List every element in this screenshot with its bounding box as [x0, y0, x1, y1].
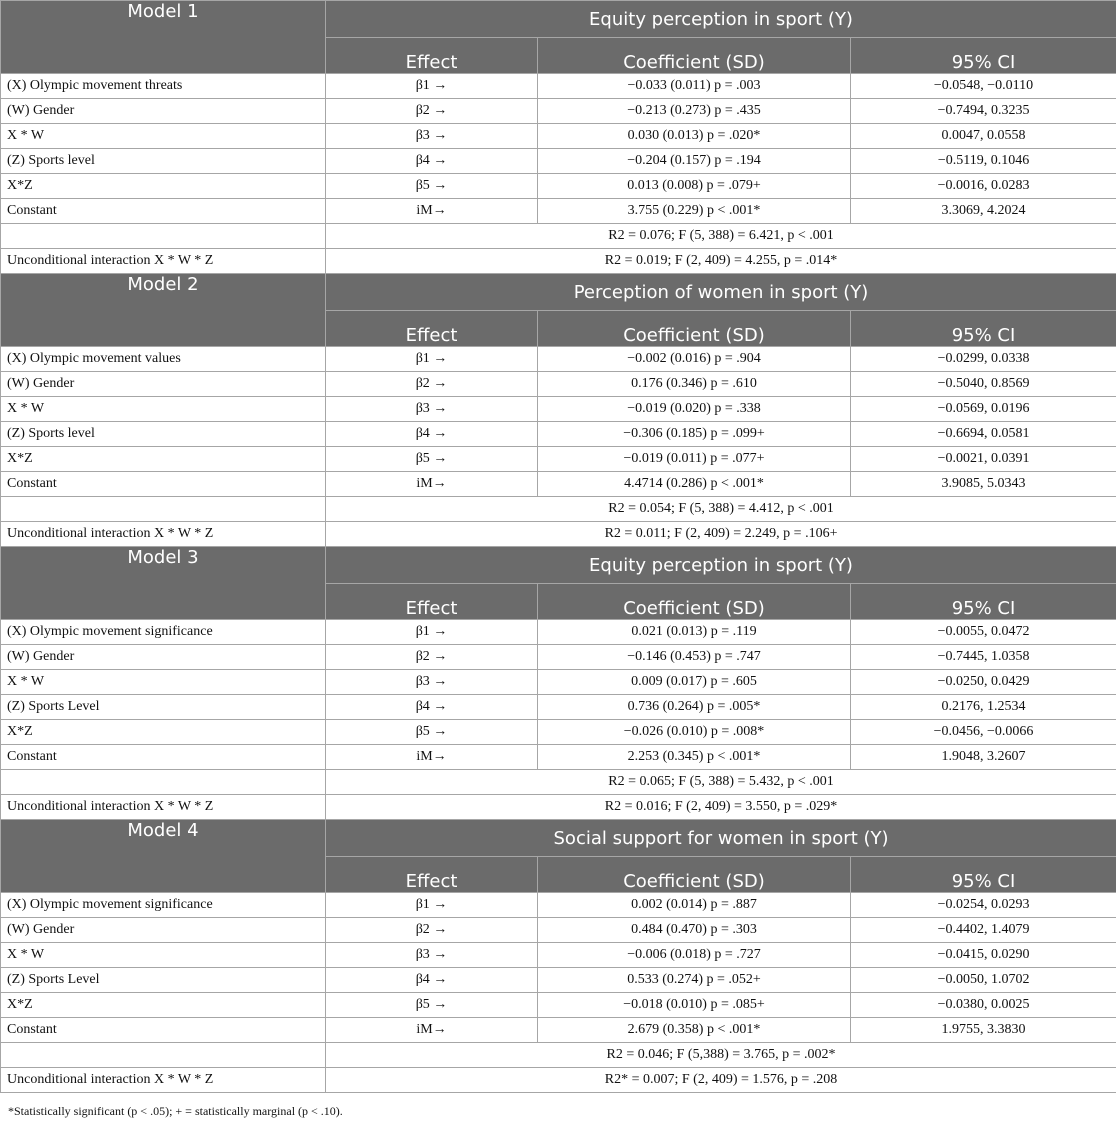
table-row	[1, 422, 1116, 447]
results-table-body	[1, 1, 1116, 1093]
predictor-cell: (Z) Sports level	[1, 149, 326, 174]
coefficient-cell: 3.755 (0.229) p < .001*	[538, 199, 851, 224]
interaction-value: R2* = 0.007; F (2, 409) = 1.576, p = .208	[326, 1068, 1116, 1093]
predictor-cell: X*Z	[1, 447, 326, 472]
model-header-row	[1, 820, 1116, 857]
predictor-cell: X * W	[1, 670, 326, 695]
coefficient-cell: −0.026 (0.010) p = .008*	[538, 720, 851, 745]
model-label: Model 4	[1, 820, 326, 893]
predictor-cell: (X) Olympic movement significance	[1, 620, 326, 645]
coefficient-cell: 0.533 (0.274) p = .052+	[538, 968, 851, 993]
col-header-effect: Effect	[326, 38, 538, 74]
ci-cell: −0.5119, 0.1046	[851, 149, 1116, 174]
empty-cell	[1, 224, 326, 249]
table-row	[1, 645, 1116, 670]
model-fit-cell: R2 = 0.076; F (5, 388) = 6.421, p < .001	[326, 224, 1116, 249]
col-header-ci: 95% CI	[851, 311, 1116, 347]
table-row	[1, 695, 1116, 720]
predictor-cell: X * W	[1, 124, 326, 149]
table-row	[1, 745, 1116, 770]
table-row	[1, 620, 1116, 645]
empty-cell	[1, 497, 326, 522]
model-fit-cell: R2 = 0.046; F (5,388) = 3.765, p = .002*	[326, 1043, 1116, 1068]
effect-cell: β3 →	[326, 397, 538, 422]
ci-cell: −0.0050, 1.0702	[851, 968, 1116, 993]
interaction-label: Unconditional interaction X * W * Z	[1, 795, 326, 820]
col-header-coefficient: Coefficient (SD)	[538, 38, 851, 74]
coefficient-cell: 2.679 (0.358) p < .001*	[538, 1018, 851, 1043]
interaction-value: R2 = 0.019; F (2, 409) = 4.255, p = .014*	[326, 249, 1116, 274]
coefficient-cell: 4.4714 (0.286) p < .001*	[538, 472, 851, 497]
coefficient-cell: −0.204 (0.157) p = .194	[538, 149, 851, 174]
predictor-cell: X * W	[1, 943, 326, 968]
table-row	[1, 99, 1116, 124]
table-row	[1, 447, 1116, 472]
predictor-cell: (Z) Sports Level	[1, 968, 326, 993]
interaction-label: Unconditional interaction X * W * Z	[1, 1068, 326, 1093]
ci-cell: 1.9755, 3.3830	[851, 1018, 1116, 1043]
ci-cell: −0.0021, 0.0391	[851, 447, 1116, 472]
predictor-cell: Constant	[1, 1018, 326, 1043]
predictor-cell: (W) Gender	[1, 372, 326, 397]
effect-cell: β3 →	[326, 943, 538, 968]
table-row	[1, 397, 1116, 422]
coefficient-cell: 0.021 (0.013) p = .119	[538, 620, 851, 645]
interaction-row	[1, 522, 1116, 547]
ci-cell: −0.0548, −0.0110	[851, 74, 1116, 99]
interaction-label: Unconditional interaction X * W * Z	[1, 249, 326, 274]
effect-cell: iM→	[326, 1018, 538, 1043]
ci-cell: −0.0250, 0.0429	[851, 670, 1116, 695]
ci-cell: −0.0299, 0.0338	[851, 347, 1116, 372]
col-header-coefficient: Coefficient (SD)	[538, 584, 851, 620]
coefficient-cell: −0.018 (0.010) p = .085+	[538, 993, 851, 1018]
ci-cell: −0.0016, 0.0283	[851, 174, 1116, 199]
effect-cell: β5 →	[326, 174, 538, 199]
ci-cell: −0.0569, 0.0196	[851, 397, 1116, 422]
model-header-row	[1, 1, 1116, 38]
ci-cell: −0.5040, 0.8569	[851, 372, 1116, 397]
table-row	[1, 199, 1116, 224]
coefficient-cell: −0.006 (0.018) p = .727	[538, 943, 851, 968]
effect-cell: iM→	[326, 472, 538, 497]
model-header-row	[1, 547, 1116, 584]
ci-cell: 1.9048, 3.2607	[851, 745, 1116, 770]
effect-cell: β5 →	[326, 993, 538, 1018]
effect-cell: β4 →	[326, 149, 538, 174]
col-header-effect: Effect	[326, 857, 538, 893]
effect-cell: β4 →	[326, 422, 538, 447]
table-footnote: *Statistically significant (p < .05); + = statistically marginal (p < .10).	[8, 1104, 343, 1118]
col-header-coefficient: Coefficient (SD)	[538, 311, 851, 347]
coefficient-cell: −0.002 (0.016) p = .904	[538, 347, 851, 372]
ci-cell: −0.7494, 0.3235	[851, 99, 1116, 124]
model-fit-row	[1, 497, 1116, 522]
model-label: Model 1	[1, 1, 326, 74]
dependent-variable: Equity perception in sport (Y)	[326, 547, 1116, 584]
model-fit-row	[1, 224, 1116, 249]
coefficient-cell: −0.213 (0.273) p = .435	[538, 99, 851, 124]
ci-cell: −0.0380, 0.0025	[851, 993, 1116, 1018]
table-row	[1, 893, 1116, 918]
dependent-variable: Equity perception in sport (Y)	[326, 1, 1116, 38]
predictor-cell: (W) Gender	[1, 645, 326, 670]
predictor-cell: (W) Gender	[1, 99, 326, 124]
coefficient-cell: 0.736 (0.264) p = .005*	[538, 695, 851, 720]
ci-cell: −0.0254, 0.0293	[851, 893, 1116, 918]
predictor-cell: (X) Olympic movement threats	[1, 74, 326, 99]
table-row	[1, 993, 1116, 1018]
model-label: Model 3	[1, 547, 326, 620]
table-row	[1, 918, 1116, 943]
empty-cell	[1, 1043, 326, 1068]
model-header-row	[1, 274, 1116, 311]
table-row	[1, 149, 1116, 174]
predictor-cell: X*Z	[1, 174, 326, 199]
coefficient-cell: −0.019 (0.011) p = .077+	[538, 447, 851, 472]
dependent-variable: Social support for women in sport (Y)	[326, 820, 1116, 857]
coefficient-cell: 0.013 (0.008) p = .079+	[538, 174, 851, 199]
predictor-cell: X*Z	[1, 720, 326, 745]
predictor-cell: Constant	[1, 745, 326, 770]
predictor-cell: (X) Olympic movement significance	[1, 893, 326, 918]
model-fit-row	[1, 1043, 1116, 1068]
dependent-variable: Perception of women in sport (Y)	[326, 274, 1116, 311]
ci-cell: −0.0415, 0.0290	[851, 943, 1116, 968]
ci-cell: −0.7445, 1.0358	[851, 645, 1116, 670]
effect-cell: β4 →	[326, 695, 538, 720]
table-row	[1, 943, 1116, 968]
coefficient-cell: 0.002 (0.014) p = .887	[538, 893, 851, 918]
model-fit-cell: R2 = 0.054; F (5, 388) = 4.412, p < .001	[326, 497, 1116, 522]
col-header-ci: 95% CI	[851, 584, 1116, 620]
coefficient-cell: 2.253 (0.345) p < .001*	[538, 745, 851, 770]
predictor-cell: (Z) Sports Level	[1, 695, 326, 720]
coefficient-cell: −0.033 (0.011) p = .003	[538, 74, 851, 99]
predictor-cell: X*Z	[1, 993, 326, 1018]
effect-cell: iM→	[326, 199, 538, 224]
predictor-cell: (X) Olympic movement values	[1, 347, 326, 372]
coefficient-cell: −0.146 (0.453) p = .747	[538, 645, 851, 670]
table-row	[1, 968, 1116, 993]
coefficient-cell: 0.484 (0.470) p = .303	[538, 918, 851, 943]
ci-cell: −0.0055, 0.0472	[851, 620, 1116, 645]
effect-cell: β4 →	[326, 968, 538, 993]
col-header-coefficient: Coefficient (SD)	[538, 857, 851, 893]
effect-cell: β3 →	[326, 670, 538, 695]
col-header-effect: Effect	[326, 311, 538, 347]
model-label: Model 2	[1, 274, 326, 347]
interaction-value: R2 = 0.011; F (2, 409) = 2.249, p = .106+	[326, 522, 1116, 547]
coefficient-cell: −0.306 (0.185) p = .099+	[538, 422, 851, 447]
effect-cell: β2 →	[326, 918, 538, 943]
coefficient-cell: 0.009 (0.017) p = .605	[538, 670, 851, 695]
effect-cell: β1 →	[326, 74, 538, 99]
predictor-cell: X * W	[1, 397, 326, 422]
predictor-cell: Constant	[1, 199, 326, 224]
interaction-value: R2 = 0.016; F (2, 409) = 3.550, p = .029*	[326, 795, 1116, 820]
effect-cell: β5 →	[326, 720, 538, 745]
ci-cell: 0.0047, 0.0558	[851, 124, 1116, 149]
effect-cell: β1 →	[326, 347, 538, 372]
table-row	[1, 472, 1116, 497]
table-row	[1, 124, 1116, 149]
table-row	[1, 174, 1116, 199]
table-row	[1, 670, 1116, 695]
predictor-cell: Constant	[1, 472, 326, 497]
col-header-ci: 95% CI	[851, 857, 1116, 893]
effect-cell: iM→	[326, 745, 538, 770]
model-fit-cell: R2 = 0.065; F (5, 388) = 5.432, p < .001	[326, 770, 1116, 795]
interaction-row	[1, 1068, 1116, 1093]
col-header-ci: 95% CI	[851, 38, 1116, 74]
coefficient-cell: 0.176 (0.346) p = .610	[538, 372, 851, 397]
model-fit-row	[1, 770, 1116, 795]
effect-cell: β1 →	[326, 893, 538, 918]
table-row	[1, 347, 1116, 372]
effect-cell: β3 →	[326, 124, 538, 149]
effect-cell: β2 →	[326, 372, 538, 397]
table-row	[1, 1018, 1116, 1043]
interaction-row	[1, 249, 1116, 274]
predictor-cell: (W) Gender	[1, 918, 326, 943]
interaction-row	[1, 795, 1116, 820]
interaction-label: Unconditional interaction X * W * Z	[1, 522, 326, 547]
effect-cell: β1 →	[326, 620, 538, 645]
ci-cell: 0.2176, 1.2534	[851, 695, 1116, 720]
effect-cell: β2 →	[326, 99, 538, 124]
empty-cell	[1, 770, 326, 795]
ci-cell: −0.4402, 1.4079	[851, 918, 1116, 943]
effect-cell: β5 →	[326, 447, 538, 472]
coefficient-cell: 0.030 (0.013) p = .020*	[538, 124, 851, 149]
effect-cell: β2 →	[326, 645, 538, 670]
table-row	[1, 74, 1116, 99]
col-header-effect: Effect	[326, 584, 538, 620]
ci-cell: −0.0456, −0.0066	[851, 720, 1116, 745]
ci-cell: 3.9085, 5.0343	[851, 472, 1116, 497]
table-row	[1, 720, 1116, 745]
ci-cell: −0.6694, 0.0581	[851, 422, 1116, 447]
predictor-cell: (Z) Sports level	[1, 422, 326, 447]
table-row	[1, 372, 1116, 397]
coefficient-cell: −0.019 (0.020) p = .338	[538, 397, 851, 422]
ci-cell: 3.3069, 4.2024	[851, 199, 1116, 224]
